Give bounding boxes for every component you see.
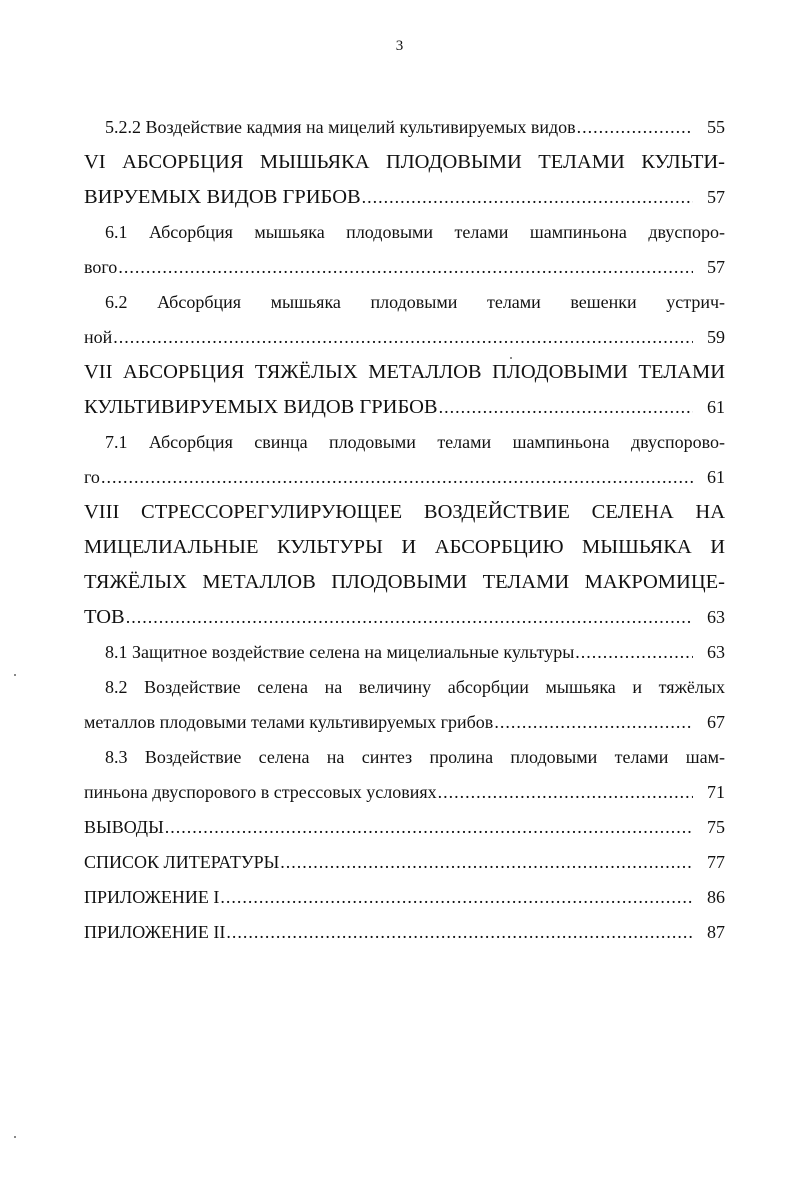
toc-line — [84, 775, 725, 810]
toc-entry-text: ПРИЛОЖЕНИЕ II — [84, 922, 226, 942]
toc-page-number: 61 — [707, 467, 725, 487]
toc-entry-text: ПРИЛОЖЕНИЕ I — [84, 887, 220, 907]
dot-leader — [101, 460, 693, 495]
toc-line — [84, 705, 725, 740]
toc-line — [84, 600, 725, 635]
toc-line — [84, 915, 725, 950]
toc-line — [84, 180, 725, 215]
toc-line — [84, 530, 725, 565]
dot-leader — [118, 250, 693, 285]
toc-entry-text: го — [84, 467, 100, 487]
scan-speck — [14, 1136, 16, 1138]
toc-line — [84, 810, 725, 845]
toc-line — [84, 390, 725, 425]
toc-page-number: 55 — [707, 117, 725, 137]
toc-entry-text: 6.1 Абсорбция мышьяка плодовыми телами шампиньона двуспоро- — [105, 222, 725, 242]
dot-leader — [280, 845, 693, 880]
toc-page-number: 77 — [707, 852, 725, 872]
toc-entry-text: ВИРУЕМЫХ ВИДОВ ГРИБОВ — [84, 186, 361, 208]
dot-leader — [113, 320, 693, 355]
toc-page-number: 86 — [707, 887, 725, 907]
dot-leader — [575, 635, 693, 670]
toc-line — [84, 110, 725, 145]
toc-line — [84, 670, 725, 705]
toc-line — [84, 285, 725, 320]
toc-entry-text: 8.1 Защитное воздействие селена на мицелиальные культуры — [105, 642, 575, 662]
toc-page-number: 61 — [707, 397, 725, 417]
toc-entry-text: КУЛЬТИВИРУЕМЫХ ВИДОВ ГРИБОВ — [84, 396, 438, 418]
dot-leader — [494, 705, 693, 740]
scan-speck — [14, 674, 16, 676]
toc-entry-text: 8.3 Воздействие селена на синтез пролина плодовыми телами шам- — [105, 747, 725, 767]
toc-entry-text: ТЯЖЁЛЫХ МЕТАЛЛОВ ПЛОДОВЫМИ ТЕЛАМИ МАКРОМИЦЕ- — [84, 571, 725, 593]
dot-leader — [362, 180, 693, 215]
toc-line — [84, 565, 725, 600]
dot-leader — [577, 110, 693, 145]
toc-entry-text: ной — [84, 327, 113, 347]
dot-leader — [165, 810, 693, 845]
dot-leader — [220, 880, 693, 915]
dot-leader — [438, 775, 693, 810]
toc-entry-text: МИЦЕЛИАЛЬНЫЕ КУЛЬТУРЫ И АБСОРБЦИЮ МЫШЬЯКА И — [84, 536, 725, 558]
toc-entry-text: ВЫВОДЫ — [84, 817, 164, 837]
toc-entry-text: СПИСОК ЛИТЕРАТУРЫ — [84, 852, 280, 872]
toc-entry-text: 5.2.2 Воздействие кадмия на мицелий культивируемых видов — [105, 117, 576, 137]
toc-page-number: 67 — [707, 712, 725, 732]
toc-line — [84, 495, 725, 530]
toc-entry-text: VI АБСОРБЦИЯ МЫШЬЯКА ПЛОДОВЫМИ ТЕЛАМИ КУЛЬТИ- — [84, 151, 725, 173]
page-number: 3 — [395, 38, 404, 54]
toc-line — [84, 425, 725, 460]
toc-entry-text: металлов плодовыми телами культивируемых грибов — [84, 712, 494, 732]
toc-entry-text: VII АБСОРБЦИЯ ТЯЖЁЛЫХ МЕТАЛЛОВ ПЛОДОВЫМИ ТЕЛАМИ — [84, 361, 725, 383]
table-of-contents — [84, 110, 725, 950]
toc-entry-text: 6.2 Абсорбция мышьяка плодовыми телами вешенки устрич- — [105, 292, 725, 312]
toc-line — [84, 635, 725, 670]
toc-line — [84, 355, 725, 390]
toc-page-number: 59 — [707, 327, 725, 347]
toc-entry-text: VIII СТРЕССОРЕГУЛИРУЮЩЕЕ ВОЗДЕЙСТВИЕ СЕЛЕНА НА — [84, 501, 725, 523]
toc-page-number: 87 — [707, 922, 725, 942]
toc-page-number: 63 — [707, 642, 725, 662]
toc-line — [84, 460, 725, 495]
toc-page-number: 57 — [707, 187, 725, 207]
toc-page-number: 71 — [707, 782, 725, 802]
scan-speck — [510, 357, 512, 359]
toc-line — [84, 215, 725, 250]
toc-entry-text: пиньона двуспорового в стрессовых условиях — [84, 782, 437, 802]
dot-leader — [439, 390, 693, 425]
toc-entry-text: вого — [84, 257, 118, 277]
toc-line — [84, 880, 725, 915]
toc-line — [84, 320, 725, 355]
toc-line — [84, 250, 725, 285]
toc-entry-text: 7.1 Абсорбция свинца плодовыми телами шампиньона двуспорово- — [105, 432, 725, 452]
toc-page-number: 63 — [707, 607, 725, 627]
toc-line — [84, 845, 725, 880]
toc-entry-text: 8.2 Воздействие селена на величину абсорбции мышьяка и тяжёлых — [105, 677, 725, 697]
dot-leader — [126, 600, 693, 635]
toc-line — [84, 145, 725, 180]
toc-entry-text: ТОВ — [84, 606, 125, 628]
toc-page-number: 75 — [707, 817, 725, 837]
dot-leader — [226, 915, 693, 950]
toc-page-number: 57 — [707, 257, 725, 277]
toc-line — [84, 740, 725, 775]
